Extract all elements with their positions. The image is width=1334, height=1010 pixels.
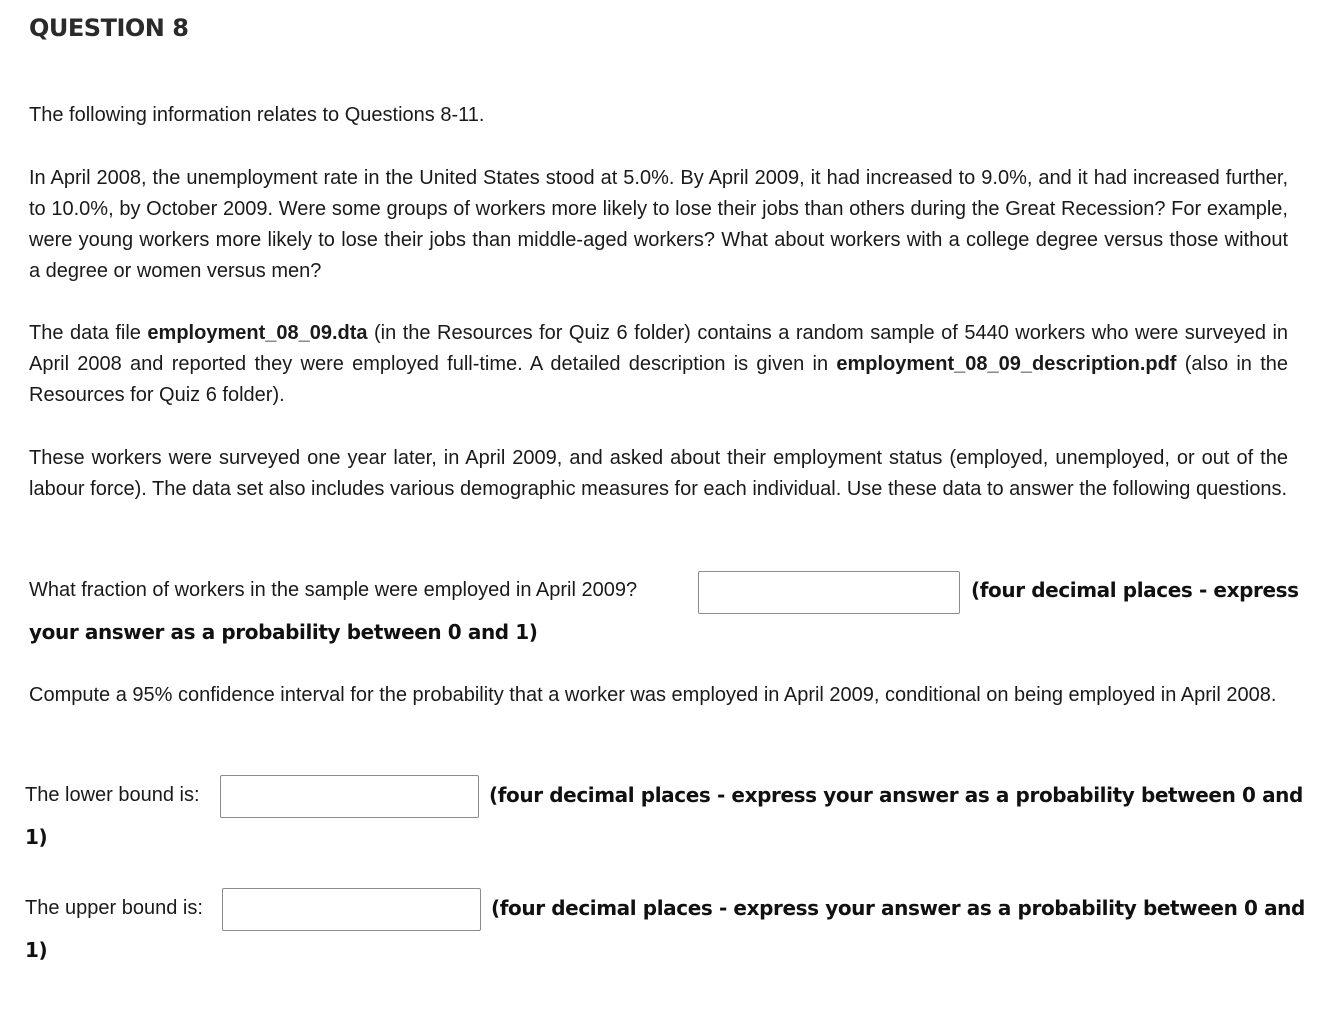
survey-paragraph: These workers were surveyed one year later, in April 2009, and asked about their employment status (employed, unemployed, or out of the labour force). The data set also includes various demographic measures for each individual. Use these data to answer the following questions. xyxy=(29,447,1288,500)
question-title: QUESTION 8 xyxy=(29,14,189,42)
data-text-part1: The data file xyxy=(29,322,148,344)
fraction-question-prompt: What fraction of workers in the sample were employed in April 2009? xyxy=(29,579,638,601)
upper-bound-note-line1: (four decimal places - express your answer as a probability between 0 and xyxy=(491,896,1305,920)
data-text-part2: (in the Resources for Quiz 6 folder) contains a random sample of 5440 workers who were surveyed in April 2008 and reported they were employed full-time. A detailed description is given in xyxy=(29,322,1289,375)
fraction-answer-note-line2: your answer as a probability between 0 and 1) xyxy=(29,620,538,644)
description-file-name: employment_08_09_description.pdf xyxy=(836,353,1177,375)
upper-bound-note-line2: 1) xyxy=(25,938,48,962)
data-text-part3: (also in the Resources for Quiz 6 folder). xyxy=(29,353,1289,406)
upper-bound-input[interactable] xyxy=(222,888,481,931)
confidence-interval-prompt: Compute a 95% confidence interval for the probability that a worker was employed in April 2009, conditional on being employed in April 2008. xyxy=(29,684,1277,706)
fraction-answer-input[interactable] xyxy=(698,571,960,614)
lower-bound-note-line2: 1) xyxy=(25,825,48,849)
data-paragraph xyxy=(29,318,1288,411)
lower-bound-note-line1: (four decimal places - express your answer as a probability between 0 and xyxy=(489,783,1303,807)
data-file-name: employment_08_09.dta xyxy=(147,322,368,344)
fraction-answer-note-line1: (four decimal places - express xyxy=(971,578,1299,602)
lower-bound-label: The lower bound is: xyxy=(25,784,200,806)
intro-text: The following information relates to Questions 8-11. xyxy=(29,104,485,126)
lower-bound-input[interactable] xyxy=(220,775,479,818)
upper-bound-label: The upper bound is: xyxy=(25,897,203,919)
context-paragraph: In April 2008, the unemployment rate in the United States stood at 5.0%. By April 2009, it had increased to 9.0%, and it had increased further, to 10.0%, by October 2009. Were some groups of workers more likely to lose their jobs than others during the Great Recession? For example, were young workers more likely to lose their jobs than middle-aged workers? What about workers with a college degree versus those without a degree or women versus men? xyxy=(29,167,1288,282)
